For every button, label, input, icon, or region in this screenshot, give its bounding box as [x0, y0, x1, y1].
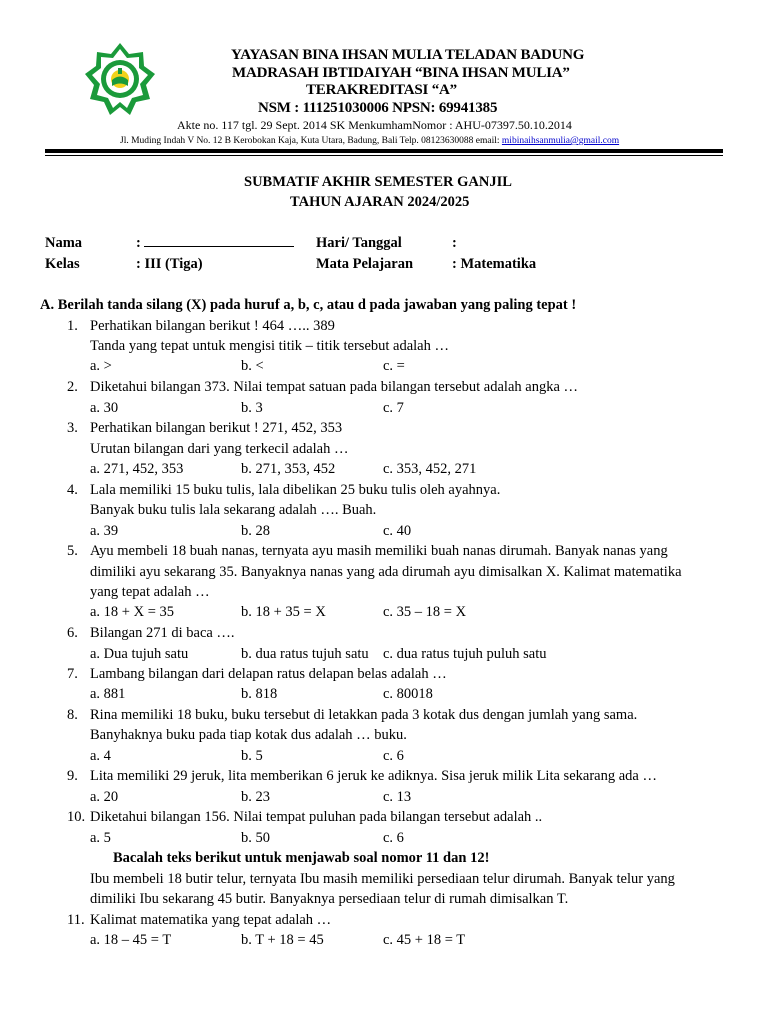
nama-field[interactable] — [136, 233, 294, 253]
q5-text-3: yang tepat adalah … — [90, 584, 210, 600]
q7-option-c[interactable]: c. 80018 — [383, 686, 433, 702]
mapel-label: Mata Pelajaran — [316, 256, 414, 272]
q9-option-b[interactable]: b. 23 — [241, 789, 270, 805]
q5-text: Ayu membeli 18 buah nanas, ternyata ayu masih memiliki buah nanas dirumah. Banyak nanas yang — [90, 543, 668, 559]
nama-label: Nama — [45, 235, 83, 251]
q11-option-a[interactable]: a. 18 – 45 = T — [90, 932, 172, 948]
q11-text: Kalimat matematika yang tepat adalah … — [90, 912, 332, 928]
q1-option-a[interactable]: a. > — [90, 358, 112, 374]
q4-text: Lala memiliki 15 buku tulis, lala dibelikan 25 buku tulis oleh ayahnya. — [90, 482, 501, 498]
q2-option-c[interactable]: c. 7 — [383, 400, 404, 416]
passage-instruction: Bacalah teks berikut untuk menjawab soal nomor 11 dan 12! — [113, 850, 490, 866]
q3-option-a[interactable]: a. 271, 452, 353 — [90, 461, 184, 477]
q3-number: 3. — [67, 420, 78, 436]
q9-option-c[interactable]: c. 13 — [383, 789, 412, 805]
q7-option-b[interactable]: b. 818 — [241, 686, 278, 702]
q8-number: 8. — [67, 707, 78, 723]
q4-option-c[interactable]: c. 40 — [383, 523, 412, 539]
q8-option-b[interactable]: b. 5 — [241, 748, 263, 764]
q1-number: 1. — [67, 318, 78, 334]
q8-option-a[interactable]: a. 4 — [90, 748, 111, 764]
header-divider-thin — [45, 155, 723, 156]
q9-option-a[interactable]: a. 20 — [90, 789, 119, 805]
q1-option-b[interactable]: b. < — [241, 358, 264, 374]
q9-text: Lita memiliki 29 jeruk, lita memberikan 6 jeruk ke adiknya. Sisa jeruk milik Lita sekarang ada … — [90, 768, 657, 784]
q4-number: 4. — [67, 482, 78, 498]
hari-colon: : — [452, 235, 457, 251]
kelas-value: : III (Tiga) — [136, 256, 203, 272]
address-text: Jl. Muding Indah V No. 12 B Kerobokan Kaja, Kuta Utara, Badung, Bali Telp. 08123630088 email: — [120, 136, 500, 146]
q7-option-a[interactable]: a. 881 — [90, 686, 126, 702]
q6-number: 6. — [67, 625, 78, 641]
q2-option-b[interactable]: b. 3 — [241, 400, 263, 416]
q2-option-a[interactable]: a. 30 — [90, 400, 119, 416]
header-divider-thick — [45, 149, 723, 153]
address-line — [120, 136, 619, 146]
q7-text: Lambang bilangan dari delapan ratus delapan belas adalah … — [90, 666, 447, 682]
kelas-label: Kelas — [45, 256, 80, 272]
q10-option-a[interactable]: a. 5 — [90, 830, 111, 846]
q5-option-a[interactable]: a. 18 + X = 35 — [90, 604, 175, 620]
q3-text-2: Urutan bilangan dari yang terkecil adalah … — [90, 441, 349, 457]
hari-label: Hari/ Tanggal — [316, 235, 402, 251]
school-logo — [82, 40, 158, 122]
q6-option-c[interactable]: c. dua ratus tujuh puluh satu — [383, 646, 547, 662]
q8-text: Rina memiliki 18 buku, buku tersebut di letakkan pada 3 kotak dus dengan jumlah yang sama. — [90, 707, 638, 723]
q6-text: Bilangan 271 di baca …. — [90, 625, 235, 641]
q1-text: Perhatikan bilangan berikut ! 464 ….. 389 — [90, 318, 335, 334]
q10-number: 10. — [67, 809, 86, 825]
q5-number: 5. — [67, 543, 78, 559]
passage-text: Ibu membeli 18 butir telur, ternyata Ibu masih memiliki persediaan telur dirumah. Banyak telur yang — [90, 871, 675, 887]
mapel-value: : Matematika — [452, 256, 537, 272]
q5-option-c[interactable]: c. 35 – 18 = X — [383, 604, 467, 620]
school-numbers: NSM : 111251030006 NPSN: 69941385 — [258, 100, 498, 116]
q8-text-2: Banyhaknya buku pada tiap kotak dus adalah … buku. — [90, 727, 407, 743]
q1-text-2: Tanda yang tepat untuk mengisi titik – titik tersebut adalah … — [90, 338, 449, 354]
q3-text: Perhatikan bilangan berikut ! 271, 452, 353 — [90, 420, 343, 436]
q6-option-a[interactable]: a. Dua tujuh satu — [90, 646, 189, 662]
q2-number: 2. — [67, 379, 78, 395]
nama-blank[interactable] — [144, 233, 294, 247]
q11-option-c[interactable]: c. 45 + 18 = T — [383, 932, 466, 948]
academic-year: TAHUN AJARAN 2024/2025 — [290, 194, 470, 210]
q5-option-b[interactable]: b. 18 + 35 = X — [241, 604, 326, 620]
q10-option-c[interactable]: c. 6 — [383, 830, 404, 846]
q7-number: 7. — [67, 666, 78, 682]
foundation-name: YAYASAN BINA IHSAN MULIA TELADAN BADUNG — [231, 47, 585, 63]
q9-number: 9. — [67, 768, 78, 784]
q6-option-b[interactable]: b. dua ratus tujuh satu — [241, 646, 369, 662]
q11-option-b[interactable]: b. T + 18 = 45 — [241, 932, 324, 948]
email-link[interactable]: mibinaihsanmulia@gmail.com — [501, 136, 620, 146]
q8-option-c[interactable]: c. 6 — [383, 748, 404, 764]
q11-number: 11. — [67, 912, 85, 928]
passage-text-2: dimiliki Ibu sekarang 45 butir. Banyaknya persediaan telur di rumah dimisalkan T. — [90, 891, 569, 907]
akte-info: Akte no. 117 tgl. 29 Sept. 2014 SK MenkumhamNomor : AHU-07397.50.10.2014 — [177, 118, 572, 132]
section-a-instruction: A. Berilah tanda silang (X) pada huruf a, b, c, atau d pada jawaban yang paling tepat ! — [40, 297, 577, 313]
nama-colon: : — [136, 235, 141, 251]
q10-option-b[interactable]: b. 50 — [241, 830, 270, 846]
q5-text-2: dimiliki ayu sekarang 35. Banyaknya nanas yang ada dirumah ayu dimisalkan X. Kalimat matematika — [90, 564, 682, 580]
q3-option-b[interactable]: b. 271, 353, 452 — [241, 461, 336, 477]
q1-option-c[interactable]: c. = — [383, 358, 405, 374]
q4-option-b[interactable]: b. 28 — [241, 523, 270, 539]
q10-text: Diketahui bilangan 156. Nilai tempat puluhan pada bilangan tersebut adalah .. — [90, 809, 543, 825]
q3-option-c[interactable]: c. 353, 452, 271 — [383, 461, 477, 477]
q2-text: Diketahui bilangan 373. Nilai tempat satuan pada bilangan tersebut adalah angka … — [90, 379, 579, 395]
exam-title: SUBMATIF AKHIR SEMESTER GANJIL — [244, 174, 512, 190]
school-name: MADRASAH IBTIDAIYAH “BINA IHSAN MULIA” — [232, 65, 570, 81]
q4-option-a[interactable]: a. 39 — [90, 523, 119, 539]
q4-text-2: Banyak buku tulis lala sekarang adalah …. Buah. — [90, 502, 377, 518]
accreditation: TERAKREDITASI “A” — [306, 82, 457, 98]
logo-emblem-icon — [82, 40, 158, 122]
